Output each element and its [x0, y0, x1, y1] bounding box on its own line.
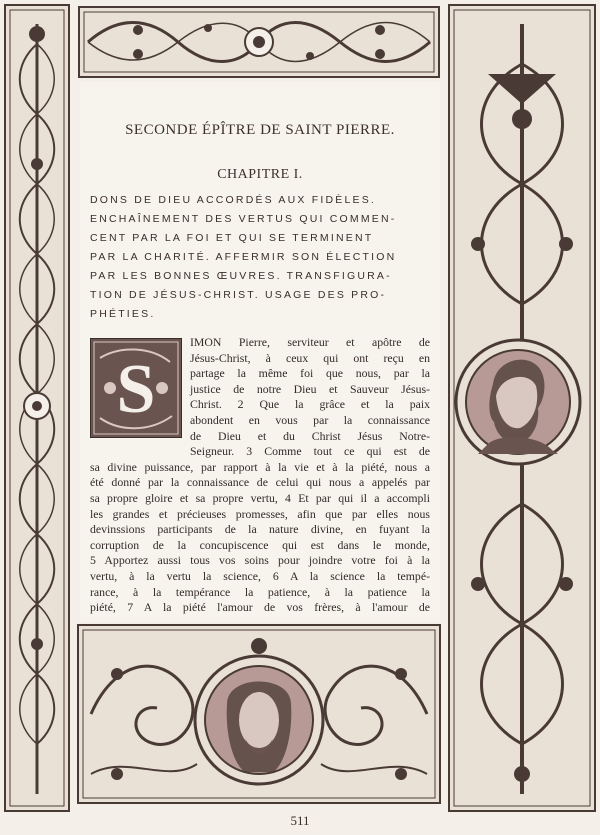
body-line: partage la même foi que nous, par la: [190, 366, 430, 381]
body-line: de Dieu et du Christ Jésus Notre-: [190, 428, 430, 443]
dropcap-letter: S: [116, 351, 156, 428]
text-panel: [80, 82, 440, 622]
body-line: sa propre gloire et sa propre vertu, 4 Et par qui il a accompli: [90, 490, 430, 505]
body-line: sa divine puissance, par rapport à la vie et à la piété, nous a: [90, 459, 430, 474]
chapter-summary: [90, 191, 430, 324]
summary-line: DONS DE DIEU ACCORDÉS AUX FIDÈLES.: [90, 194, 377, 206]
body-line: été donné par la connaissance de celui qui nous a appelés par: [90, 475, 430, 490]
summary-line: PHÉTIES.: [90, 308, 156, 320]
top-ornament-band: [78, 6, 440, 78]
left-ornament-border: [4, 4, 70, 814]
body-line: Seigneur. 3 Comme tout ce qui est de: [190, 444, 430, 459]
body-text: [90, 335, 430, 616]
summary-line: ENCHAÎNEMENT DES VERTUS QUI COMMEN-: [90, 213, 397, 225]
body-line: Jésus-Christ, à ceux qui ont reçu en: [190, 350, 430, 365]
summary-line: CENT PAR LA FOI ET QUI SE TERMINENT: [90, 232, 374, 244]
right-ornament-border: [448, 4, 596, 814]
body-line: 5 Apportez aussi tous vos soins pour joindre votre foi à la: [90, 553, 430, 568]
summary-line: TION DE JÉSUS-CHRIST. USAGE DES PRO-: [90, 289, 387, 301]
body-line: piété, 7 A la piété l'amour de vos frères, à l'amour de: [90, 600, 430, 615]
summary-line: PAR LES BONNES ŒUVRES. TRANSFIGURA-: [90, 270, 392, 282]
body-line: devinssions participants de la nature divine, en fuyant la: [90, 522, 430, 537]
body-line: IMON Pierre, serviteur et apôtre de: [190, 335, 430, 349]
body-line: rance, à la tempérance la patience, à la patience la: [90, 584, 430, 599]
bottom-ornament-panel: [77, 624, 441, 804]
body-line: Christ. 2 Que la grâce et la paix: [190, 397, 430, 412]
chapter-heading: CHAPITRE I.: [217, 167, 303, 182]
summary-line: PAR LA CHARITÉ. AFFERMIR SON ÉLECTION: [90, 251, 397, 263]
body-line: corruption de la concupiscence qui est dans le monde,: [90, 537, 430, 552]
body-line: vertu, à la vertu la science, 6 A la science la tempé-: [90, 568, 430, 583]
body-line: les grandes et précieuses promesses, afin que par elles nous: [90, 506, 430, 521]
epistle-title: SECONDE ÉPÎTRE DE SAINT PIERRE.: [125, 122, 395, 138]
body-line: justice de notre Dieu et Sauveur Jésus-: [190, 381, 430, 396]
body-line: abondent en vous par la connaissance: [190, 412, 430, 427]
page-number: 511: [290, 813, 310, 828]
